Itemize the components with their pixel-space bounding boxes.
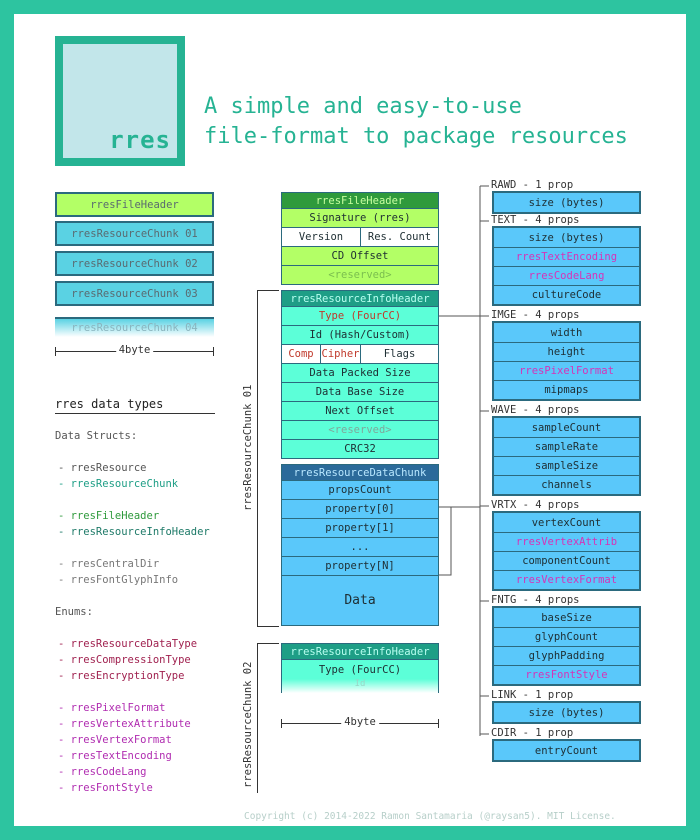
prop-group-title: TEXT - 4 props [491, 214, 580, 226]
chunk02-type: Type (FourCC) [281, 660, 439, 679]
property-1-field: property[1] [281, 519, 439, 538]
footer-copyright: Copyright (c) 2014-2022 Ramon Santamaria (@raysan5). MIT License. [244, 811, 616, 822]
left-file-header: rresFileHeader [55, 192, 214, 217]
enum-item: - rresResourceDataType [58, 638, 198, 650]
ruler-label: 4byte [116, 344, 154, 356]
title-line-2: file-format to package resources [204, 124, 628, 149]
enum-item: - rresVertexAttribute [58, 718, 191, 730]
next-offset-field: Next Offset [281, 402, 439, 421]
prop-field: rresVertexFormat [494, 570, 639, 589]
prop-field: size (bytes) [528, 706, 605, 719]
prop-field: channels [494, 475, 639, 494]
res-count-field: Res. Count [360, 228, 438, 246]
prop-group-box [492, 739, 641, 762]
enum-item: - rresVertexFormat [58, 734, 172, 746]
crc32-field: CRC32 [281, 440, 439, 459]
chunk01-label: rresResourceChunk 01 [242, 384, 254, 511]
prop-field: rresFontStyle [494, 665, 639, 684]
prop-group-box [492, 191, 641, 214]
prop-group-title: CDIR - 1 prop [491, 727, 574, 739]
prop-field: sampleSize [494, 456, 639, 475]
left-chunk-01: rresResourceChunk 01 [55, 221, 214, 246]
diagram-page [14, 14, 686, 826]
left-chunk-02: rresResourceChunk 02 [55, 251, 214, 276]
property-0-field: property[0] [281, 500, 439, 519]
enum-item: - rresTextEncoding [58, 750, 172, 762]
ruler-label: 4byte [341, 716, 379, 728]
data-field: Data [281, 576, 439, 626]
prop-field: mipmaps [494, 380, 639, 399]
logo-text: rres [109, 126, 171, 154]
prop-group-title: RAWD - 1 prop [491, 179, 574, 191]
enum-item: - rresCompressionType [58, 654, 191, 666]
signature-field: Signature (rres) [281, 209, 439, 228]
prop-group-title: IMGE - 4 props [491, 309, 580, 321]
prop-field: rresCodeLang [494, 266, 639, 285]
chunk02-label: rresResourceChunk 02 [242, 661, 254, 788]
property-bracket [439, 507, 451, 575]
prop-group-title: VRTX - 4 props [491, 499, 580, 511]
prop-group-box [492, 416, 641, 496]
enum-item: - rresCodeLang [58, 766, 147, 778]
left-chunk-03: rresResourceChunk 03 [55, 281, 214, 306]
enum-item: - rresEncryptionType [58, 670, 185, 682]
property-n-field: property[N] [281, 557, 439, 576]
file-header-title: rresFileHeader [281, 192, 439, 209]
prop-field: rresPixelFormat [494, 361, 639, 380]
type-field: Type (FourCC) [281, 307, 439, 326]
property-ellipsis: ... [281, 538, 439, 557]
version-field: Version [298, 231, 344, 243]
prop-group-box [492, 701, 641, 724]
prop-group-title: FNTG - 4 props [491, 594, 580, 606]
cipher-field: Cipher [320, 345, 360, 363]
flags-field: Flags [360, 345, 438, 363]
structs-heading: Data Structs: [55, 430, 138, 442]
info-header-reserved: <reserved> [281, 421, 439, 440]
prop-field: componentCount [494, 551, 639, 570]
prop-group-box [492, 226, 641, 306]
prop-field: sampleRate [494, 437, 639, 456]
prop-field: rresTextEncoding [494, 247, 639, 266]
struct-item: - rresResourceChunk [58, 478, 179, 490]
prop-field: height [494, 342, 639, 361]
struct-item: - rresFontGlyphInfo [58, 574, 179, 586]
packed-size-field: Data Packed Size [281, 364, 439, 383]
struct-item: - rresResource [58, 462, 147, 474]
prop-group-title: WAVE - 4 props [491, 404, 580, 416]
title-line-1: A simple and easy-to-use [204, 94, 522, 119]
prop-field: cultureCode [494, 285, 639, 304]
prop-field: width [550, 326, 583, 339]
prop-field: size (bytes) [528, 231, 605, 244]
enums-heading: Enums: [55, 606, 93, 618]
prop-group-box [492, 321, 641, 401]
left-chunk-04-faded: rresResourceChunk 04 [55, 317, 214, 337]
data-chunk-title: rresResourceDataChunk [281, 464, 439, 481]
info-header-title: rresResourceInfoHeader [281, 290, 439, 307]
prop-field: baseSize [541, 611, 592, 624]
prop-field: size (bytes) [528, 196, 605, 209]
chunk02-id-faded: Id [281, 679, 439, 693]
chunk02-header: rresResourceInfoHeader [281, 643, 439, 660]
prop-field: vertexCount [531, 516, 602, 529]
prop-field: glyphPadding [494, 646, 639, 665]
file-header-reserved: <reserved> [281, 266, 439, 285]
prop-field: entryCount [534, 744, 599, 757]
prop-field: rresVertexAttrib [494, 532, 639, 551]
prop-group-title: LINK - 1 prop [491, 689, 574, 701]
props-count-field: propsCount [281, 481, 439, 500]
prop-field: sampleCount [531, 421, 602, 434]
prop-group-box [492, 606, 641, 686]
data-types-title: rres data types [55, 397, 215, 414]
struct-item: - rresCentralDir [58, 558, 160, 570]
comp-field: Comp [288, 348, 314, 360]
struct-item: - rresResourceInfoHeader [58, 526, 210, 538]
prop-group-box [492, 511, 641, 591]
enum-item: - rresPixelFormat [58, 702, 166, 714]
struct-item: - rresFileHeader [58, 510, 160, 522]
enum-item: - rresFontStyle [58, 782, 153, 794]
prop-field: glyphCount [494, 627, 639, 646]
cd-offset-field: CD Offset [281, 247, 439, 266]
base-size-field: Data Base Size [281, 383, 439, 402]
id-field: Id (Hash/Custom) [281, 326, 439, 345]
